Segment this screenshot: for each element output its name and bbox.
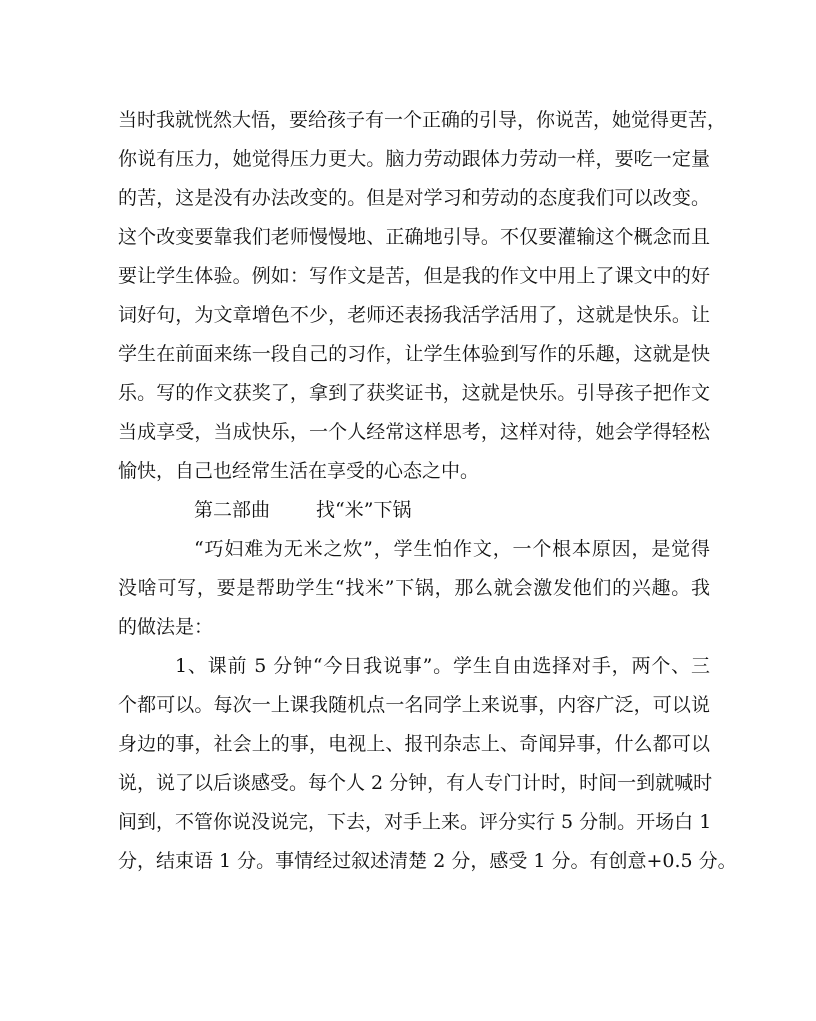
text-line: “巧妇难为无米之炊”，学生怕作文，一个根本原因，是觉得 bbox=[194, 538, 710, 560]
text-line: 你说有压力，她觉得压力更大。脑力劳动跟体力劳动一样，要吃一定量 bbox=[118, 148, 710, 170]
paragraph-3 bbox=[118, 647, 737, 881]
text-line: 个都可以。每次一上课我随机点一名同学上来说事，内容广泛，可以说 bbox=[118, 694, 710, 716]
text-line: 当成享受，当成快乐，一个人经常这样思考，这样对待，她会学得轻松 bbox=[118, 421, 710, 443]
text-line: 学生在前面来练一段自己的习作，让学生体验到写作的乐趣，这就是快 bbox=[118, 343, 710, 365]
text-line: 没啥可写，要是帮助学生“找米”下锅，那么就会激发他们的兴趣。我 bbox=[118, 577, 710, 599]
text-line: 当时我就恍然大悟，要给孩子有一个正确的引导，你说苦，她觉得更苦， bbox=[118, 109, 727, 131]
text-line: 要让学生体验。例如：写作文是苦，但是我的作文中用上了课文中的好 bbox=[118, 265, 710, 287]
section-title: 找“米”下锅 bbox=[316, 499, 412, 521]
document-body bbox=[118, 101, 737, 881]
text-line: 1、课前 5 分钟“今日我说事”。学生自由选择对手，两个、三 bbox=[175, 655, 710, 677]
text-line: 的做法是： bbox=[118, 616, 214, 638]
text-line: 的苦，这是没有办法改变的。但是对学习和劳动的态度我们可以改变。 bbox=[118, 187, 710, 209]
text-line: 间到，不管你说没说完，下去，对手上来。评分实行 5 分制。开场白 1 bbox=[118, 811, 712, 833]
text-line: 愉快，自己也经常生活在享受的心态之中。 bbox=[118, 460, 480, 482]
section-heading bbox=[118, 491, 710, 530]
paragraph-2 bbox=[118, 530, 710, 647]
text-line: 这个改变要靠我们老师慢慢地、正确地引导。不仅要灌输这个概念而且 bbox=[118, 226, 710, 248]
text-line: 说，说了以后谈感受。每个人 2 分钟，有人专门计时，时间一到就喊时 bbox=[118, 772, 713, 794]
text-line: 词好句，为文章增色不少，老师还表扬我活学活用了，这就是快乐。让 bbox=[118, 304, 710, 326]
text-line: 身边的事，社会上的事，电视上、报刊杂志上、奇闻异事，什么都可以 bbox=[118, 733, 710, 755]
paragraph-1 bbox=[118, 101, 727, 491]
text-line: 分，结束语 1 分。事情经过叙述清楚 2 分，感受 1 分。有创意+0.5 分。 bbox=[118, 850, 737, 872]
section-part-label: 第二部曲 bbox=[194, 499, 271, 521]
text-line: 乐。写的作文获奖了，拿到了获奖证书，这就是快乐。引导孩子把作文 bbox=[118, 382, 710, 404]
